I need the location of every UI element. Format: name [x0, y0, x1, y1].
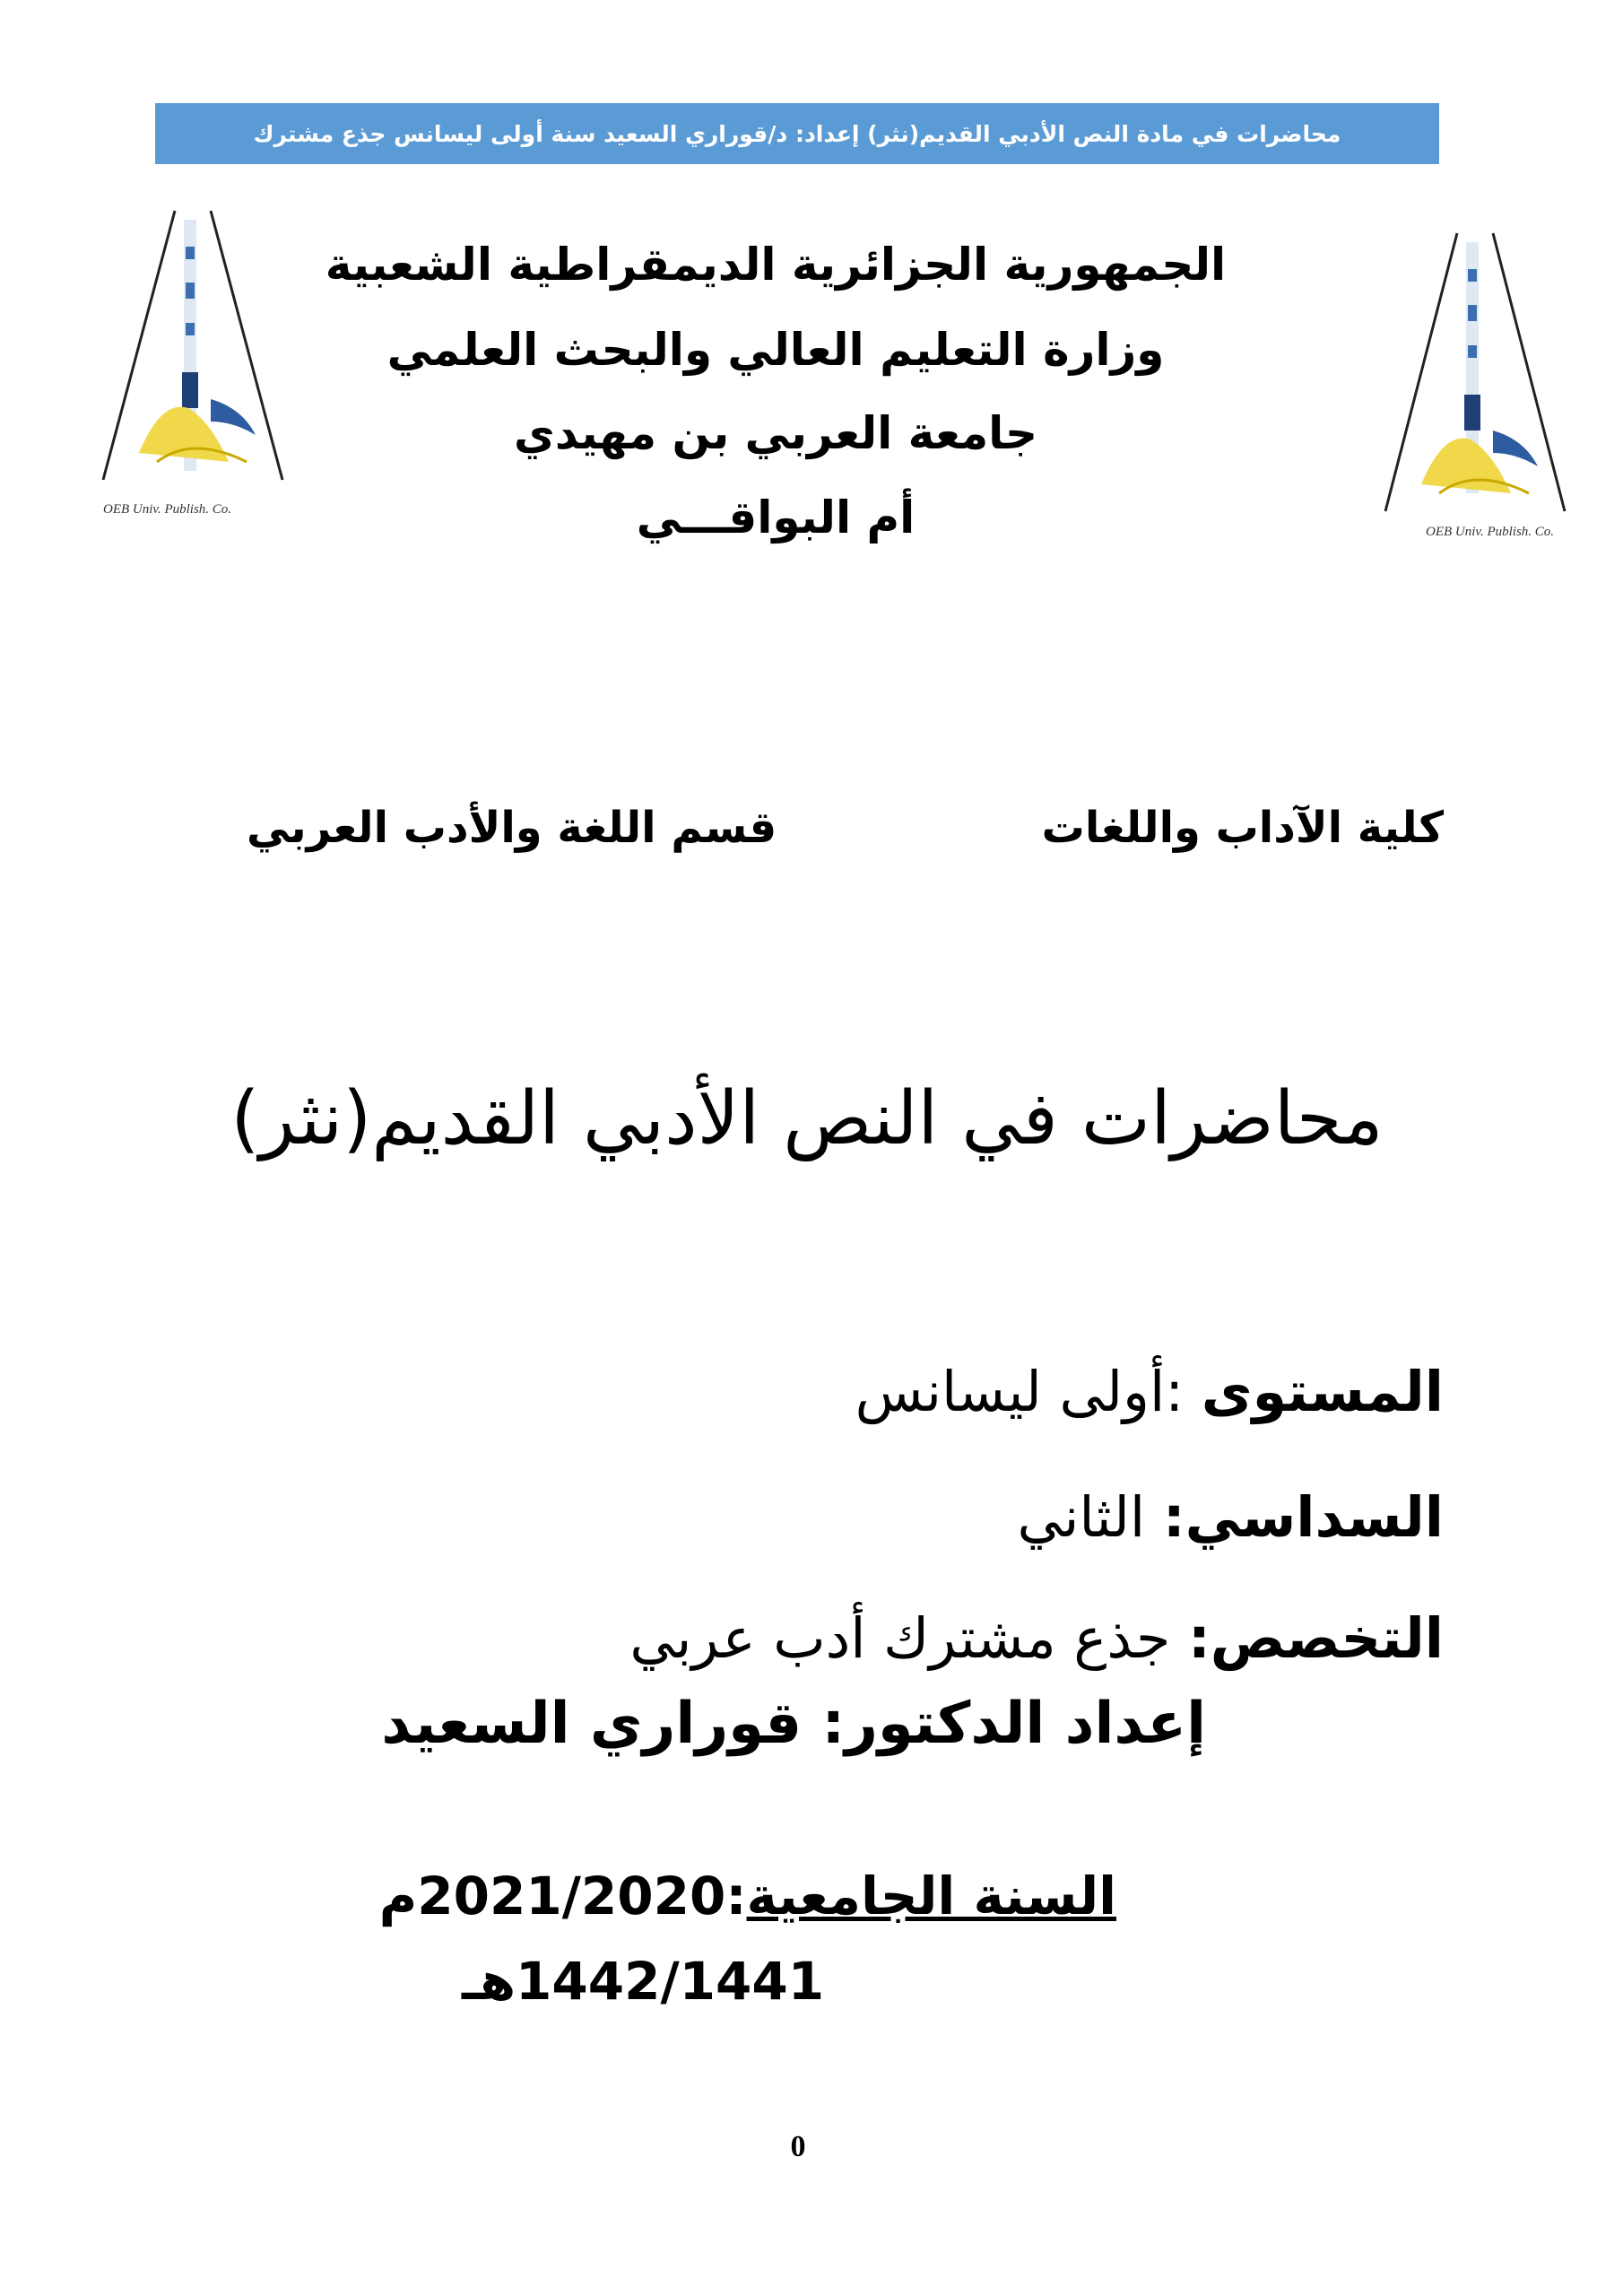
specialty-row [629, 1605, 1444, 1671]
department-name: قسم اللغة والأدب العربي [247, 803, 777, 853]
semester-row [1017, 1484, 1444, 1550]
logo-emblem-icon [76, 193, 309, 516]
logo-caption-left: OEB Univ. Publish. Co. [103, 502, 232, 517]
header-text: محاضرات في مادة النص الأدبي القديم(نثر) إعداد: د/قوراري السعيد سنة أولى ليسانس جذع مشترك [253, 120, 1341, 147]
university-name: جامعة العربي بن مهيدي [514, 407, 1037, 459]
level-value: :أولى ليسانس [855, 1359, 1202, 1424]
logo-emblem-icon [1358, 215, 1592, 538]
level-label: المستوى [1201, 1359, 1444, 1424]
specialty-label: التخصص: [1188, 1605, 1444, 1671]
academic-year-label: السنة الجامعية [746, 1866, 1116, 1926]
semester-label: السداسي: [1162, 1484, 1444, 1550]
level-row [855, 1359, 1444, 1424]
page-number: 0 [790, 2130, 806, 2163]
logo-caption-right: OEB Univ. Publish. Co. [1426, 525, 1555, 539]
faculty-name: كلية الآداب واللغات [1041, 803, 1444, 853]
ministry-name: وزارة التعليم العالي والبحث العلمي [386, 324, 1165, 376]
academic-year-gregorian: :2021/2020م [378, 1866, 747, 1926]
academic-year-hijri: 1442/1441هـ [462, 1951, 825, 2012]
header-banner [155, 103, 1439, 164]
university-logo-right [1358, 215, 1592, 538]
academic-year-row [379, 1866, 1116, 1926]
university-city: أم البواقـــي [636, 491, 916, 544]
specialty-value: جذع مشترك أدب عربي [629, 1605, 1188, 1671]
republic-name: الجمهورية الجزائرية الديمقراطية الشعبية [325, 239, 1227, 291]
document-title: محاضرات في النص الأدبي القديم(نثر) [230, 1076, 1384, 1161]
author-line: إعداد الدكتور: قوراري السعيد [381, 1691, 1206, 1757]
university-logo-left [76, 193, 309, 516]
semester-value: الثاني [1017, 1484, 1163, 1550]
